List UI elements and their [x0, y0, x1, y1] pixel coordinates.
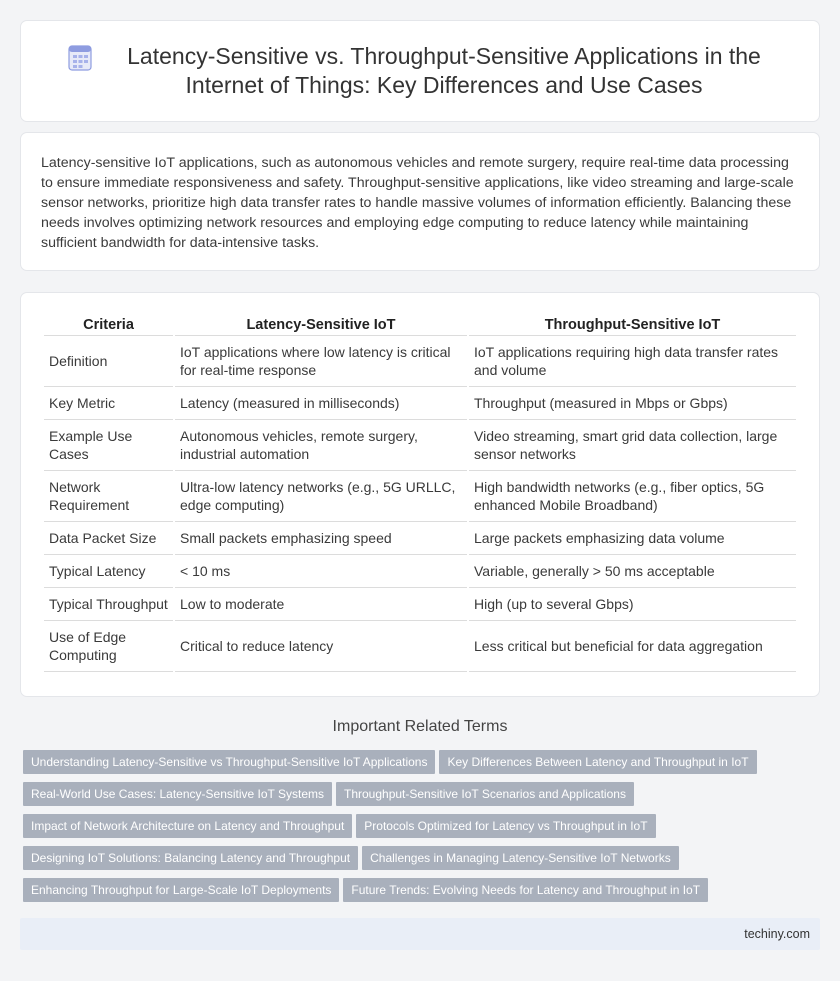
table-cell-criteria: Typical Throughput: [44, 588, 173, 621]
column-header-throughput: Throughput-Sensitive IoT: [469, 311, 796, 336]
table-row: [44, 387, 796, 420]
table-cell-throughput: Throughput (measured in Mbps or Gbps): [469, 387, 796, 420]
column-header-latency: Latency-Sensitive IoT: [175, 311, 467, 336]
footer: [20, 918, 820, 950]
table-header-row: [44, 311, 796, 336]
related-term-tag[interactable]: Future Trends: Evolving Needs for Latency and Throughput in IoT: [343, 878, 708, 902]
table-cell-latency: Latency (measured in milliseconds): [175, 387, 467, 420]
table-cell-criteria: Use of Edge Computing: [44, 621, 173, 672]
table-row: [44, 522, 796, 555]
related-term-tag[interactable]: Enhancing Throughput for Large-Scale IoT Deployments: [23, 878, 339, 902]
table-cell-throughput: High (up to several Gbps): [469, 588, 796, 621]
table-cell-latency: Ultra-low latency networks (e.g., 5G URLLC, edge computing): [175, 471, 467, 522]
table-row: [44, 621, 796, 672]
related-term-tag[interactable]: Designing IoT Solutions: Balancing Latency and Throughput: [23, 846, 358, 870]
table-cell-latency: Autonomous vehicles, remote surgery, industrial automation: [175, 420, 467, 471]
header-card: [20, 20, 820, 122]
related-term-tag[interactable]: Throughput-Sensitive IoT Scenarios and Applications: [336, 782, 634, 806]
document-icon: [66, 44, 94, 72]
table-cell-throughput: IoT applications requiring high data transfer rates and volume: [469, 336, 796, 387]
table-cell-latency: < 10 ms: [175, 555, 467, 588]
table-cell-latency: IoT applications where low latency is critical for real-time response: [175, 336, 467, 387]
table-cell-criteria: Definition: [44, 336, 173, 387]
table-row: [44, 336, 796, 387]
table-cell-latency: Critical to reduce latency: [175, 621, 467, 672]
intro-paragraph: Latency-sensitive IoT applications, such as autonomous vehicles and remote surgery, require real-time data processing to ensure immediate responsiveness and safety. Throughput-sensitive applications, like video streaming and large-scale sensor networks, prioritize high data transfer rates to handle massive volumes of information efficiently. Balancing these needs involves optimizing network resources and employing edge computing to reduce latency while maintaining sufficient bandwidth for data-intensive tasks.: [41, 155, 794, 251]
table-cell-latency: Small packets emphasizing speed: [175, 522, 467, 555]
page-title: Latency-Sensitive vs. Throughput-Sensitive Applications in the Internet of Things: Key Differences and Use Cases: [127, 43, 761, 98]
table-row: [44, 420, 796, 471]
table-cell-throughput: Less critical but beneficial for data aggregation: [469, 621, 796, 672]
related-terms-heading: Important Related Terms: [332, 718, 508, 735]
related-term-tag[interactable]: Impact of Network Architecture on Latency and Throughput: [23, 814, 352, 838]
table-cell-throughput: Variable, generally > 50 ms acceptable: [469, 555, 796, 588]
table-cell-latency: Low to moderate: [175, 588, 467, 621]
table-row: [44, 471, 796, 522]
table-cell-criteria: Key Metric: [44, 387, 173, 420]
table-cell-criteria: Network Requirement: [44, 471, 173, 522]
table-row: [44, 555, 796, 588]
table-cell-criteria: Typical Latency: [44, 555, 173, 588]
related-term-tag[interactable]: Understanding Latency-Sensitive vs Throughput-Sensitive IoT Applications: [23, 750, 435, 774]
intro-card: [20, 132, 820, 271]
table-cell-throughput: Large packets emphasizing data volume: [469, 522, 796, 555]
table-cell-criteria: Data Packet Size: [44, 522, 173, 555]
title-wrap: [66, 42, 774, 100]
table-cell-throughput: Video streaming, smart grid data collection, large sensor networks: [469, 420, 796, 471]
table-cell-criteria: Example Use Cases: [44, 420, 173, 471]
footer-site-link[interactable]: techiny.com: [744, 927, 810, 941]
comparison-table: [42, 311, 798, 672]
related-term-tag[interactable]: Challenges in Managing Latency-Sensitive IoT Networks: [362, 846, 679, 870]
table-row: [44, 588, 796, 621]
related-terms-list: [23, 750, 803, 910]
related-term-tag[interactable]: Key Differences Between Latency and Throughput in IoT: [439, 750, 756, 774]
table-cell-throughput: High bandwidth networks (e.g., fiber optics, 5G enhanced Mobile Broadband): [469, 471, 796, 522]
related-term-tag[interactable]: Real-World Use Cases: Latency-Sensitive IoT Systems: [23, 782, 332, 806]
column-header-criteria: Criteria: [44, 311, 173, 336]
related-term-tag[interactable]: Protocols Optimized for Latency vs Throughput in IoT: [356, 814, 655, 838]
comparison-table-card: [20, 292, 820, 697]
